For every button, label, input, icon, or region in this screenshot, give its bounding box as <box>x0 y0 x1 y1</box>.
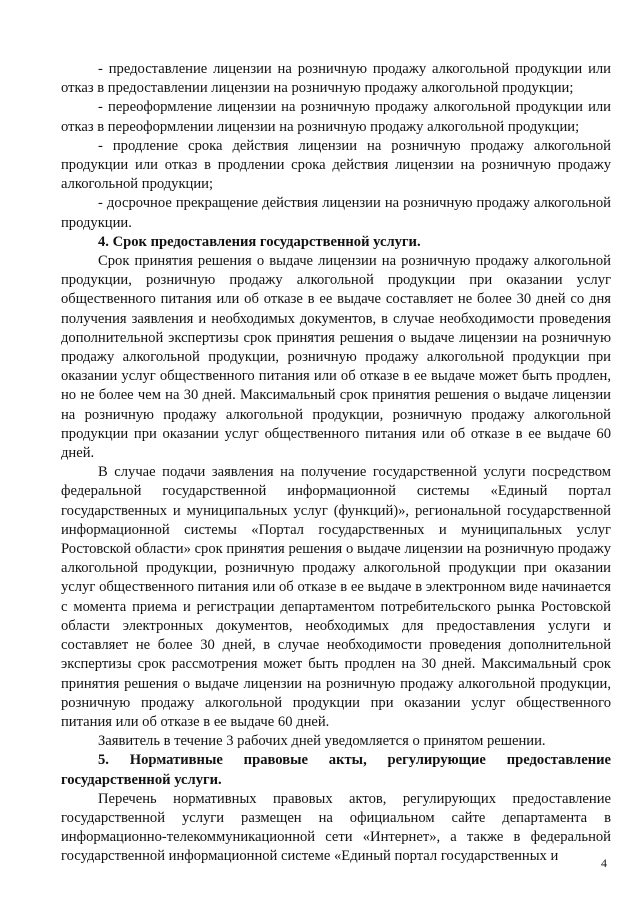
document-page <box>61 60 611 867</box>
page-number: 4 <box>601 856 607 870</box>
section-5-heading: 5. Нормативные правовые акты, регулирующие предоставление государственной услуги. <box>61 752 611 788</box>
list-item-reissue: - переоформление лицензии на розничную продажу алкогольной продукции или отказ в переоформлении лицензии на розничную продажу алкогольной продукции; <box>61 99 611 135</box>
section-4-paragraph-2: В случае подачи заявления на получение государственной услуги посредством федеральной государственной информационной системы «Единый портал государственных и муниципальных услуг (функций)», региональной государственной информационной системы «Портал государственных и муниципальных услуг Ростовской области» срок принятия решения о выдаче лицензии на розничную продажу алкогольной продукции, розничную продажу алкогольной продукции при оказании услуг общественного питания или об отказе в ее выдаче в электронном виде начинается с момента приема и регистрации департаментом потребительского рынка Ростовской области электронных документов, необходимых для предоставления услуги и составляет не более 30 дней, в случае необходимости проведения дополнительной экспертизы срок рассмотрения может быть продлен на 30 дней. Максимальный срок принятия решения о выдаче лицензии на розничную продажу алкогольной продукции, розничную продажу алкогольной продукции при оказании услуг общественного питания или об отказе в ее выдаче 60 дней. <box>61 464 611 730</box>
list-item-extension: - продление срока действия лицензии на розничную продажу алкогольной продукции или отказ в продлении срока действия лицензии на розничную продажу алкогольной продукции; <box>61 137 611 193</box>
list-item-issue: - предоставление лицензии на розничную продажу алкогольной продукции или отказ в предоставлении лицензии на розничную продажу алкогольной продукции; <box>61 61 611 97</box>
section-5-paragraph: Перечень нормативных правовых актов, регулирующих предоставление государственной услуги размещен на официальном сайте департамента в информационно-телекоммуникационной сети «Интернет», а также в федеральной государственной информационной системе «Единый портал государственных и <box>61 790 611 865</box>
list-item-termination: - досрочное прекращение действия лицензии на розничную продажу алкогольной продукции. <box>61 195 611 231</box>
section-4-paragraph-3: Заявитель в течение 3 рабочих дней уведомляется о принятом решении. <box>98 733 546 750</box>
section-4-heading: 4. Срок предоставления государственной услуги. <box>98 233 421 250</box>
section-4-paragraph-1: Срок принятия решения о выдаче лицензии на розничную продажу алкогольной продукции, розничную продажу алкогольной продукции при оказании услуг общественного питания или об отказе в ее выдаче составляет не более 30 дней со дня получения заявления и необходимых документов, в случае необходимости проведения дополнительной экспертизы срок принятия решения о выдаче лицензии на розничную продажу алкогольной продукции, розничную продажу алкогольной продукции при оказании услуг общественного питания или об отказе в ее выдаче может быть продлен, но не более чем на 30 дней. Максимальный срок принятия решения о выдаче лицензии на розничную продажу алкогольной продукции, розничную продажу алкогольной продукции при оказании услуг общественного питания или об отказе в ее выдаче 60 дней. <box>61 253 611 462</box>
